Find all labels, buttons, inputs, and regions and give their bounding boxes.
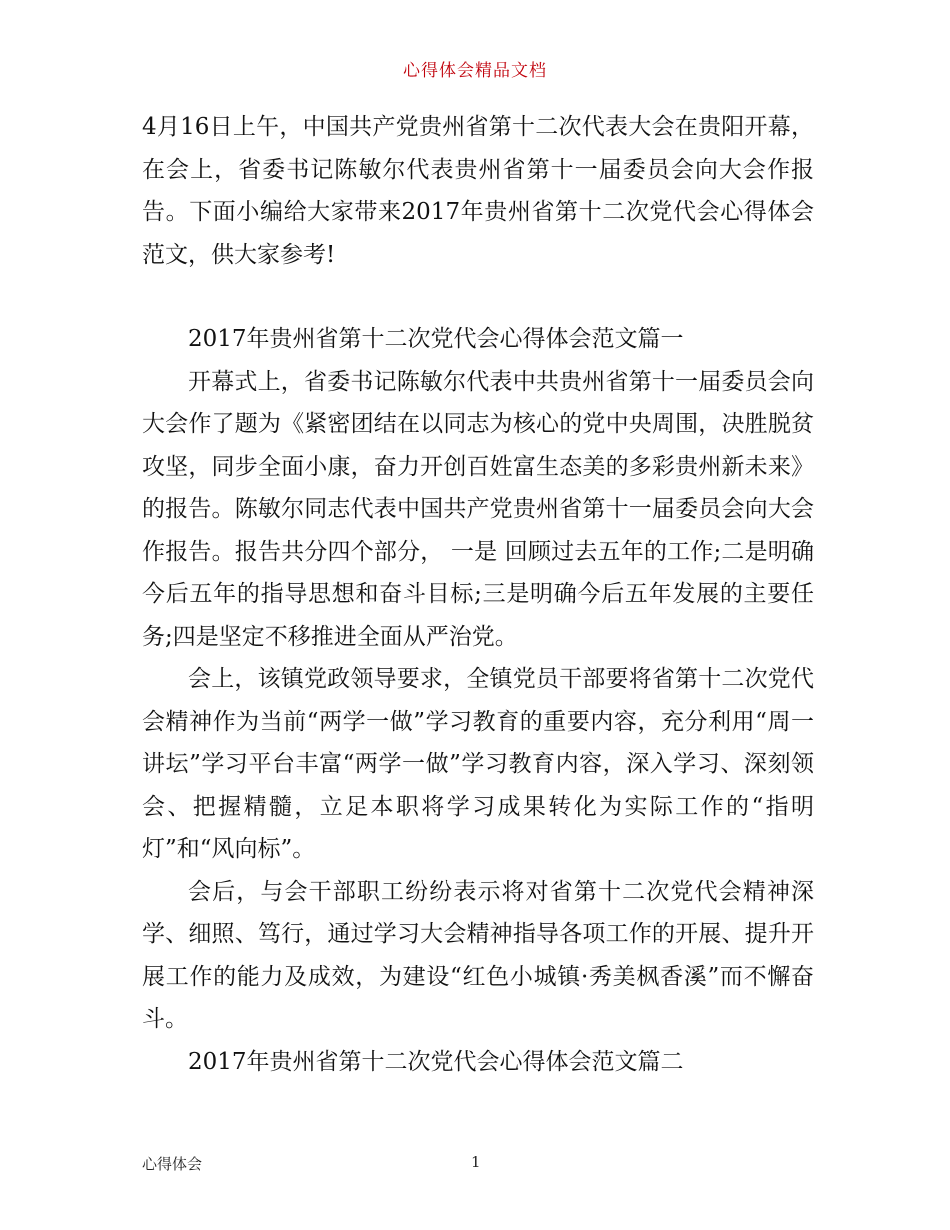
paragraph-gap (142, 276, 814, 318)
intro-paragraph: 4月16日上午，中国共产党贵州省第十二次代表大会在贵阳开幕，在会上，省委书记陈敏尔代表贵州省第十一届委员会向大会作报告。下面小编给大家带来2017年贵州省第十二次党代会心得体会范文，供大家参考! (142, 114, 814, 268)
page-header-title: 心得体会精品文档 (403, 61, 547, 81)
page-number: 1 (471, 1153, 481, 1171)
body-paragraph-1: 开幕式上，省委书记陈敏尔代表中共贵州省第十一届委员会向大会作了题为《紧密团结在以同志为核心的党中央周围，决胜脱贫攻坚，同步全面小康，奋力开创百姓富生态美的多彩贵州新未来》的报告。陈敏尔同志代表中国共产党贵州省第十一届委员会向大会作报告。报告共分四个部分， 一是 回顾过去五年的工作;二是明确今后五年的指导思想和奋斗目标;三是明确今后五年发展的主要任务;四是坚定不移推进全面从严治党。 (142, 368, 814, 650)
footer-label: 心得体会 (142, 1155, 203, 1173)
document-body (142, 106, 814, 1083)
body-paragraph-2: 会上，该镇党政领导要求，全镇党员干部要将省第十二次党代会精神作为当前“两学一做”学习教育的重要内容，充分利用“周一讲坛”学习平台丰富“两学一做”学习教育内容，深入学习、深刻领会、把握精髓，立足本职将学习成果转化为实际工作的“指明灯”和“风向标”。 (142, 666, 814, 862)
body-paragraph-3: 会后，与会干部职工纷纷表示将对省第十二次党代会精神深学、细照、笃行，通过学习大会精神指导各项工作的开展、提升开展工作的能力及成效，为建设“红色小城镇·秀美枫香溪”而不懈奋斗。 (142, 878, 814, 1032)
section-title-1: 2017年贵州省第十二次党代会心得体会范文篇一 (188, 326, 684, 352)
section-title-2: 2017年贵州省第十二次党代会心得体会范文篇二 (188, 1048, 684, 1075)
